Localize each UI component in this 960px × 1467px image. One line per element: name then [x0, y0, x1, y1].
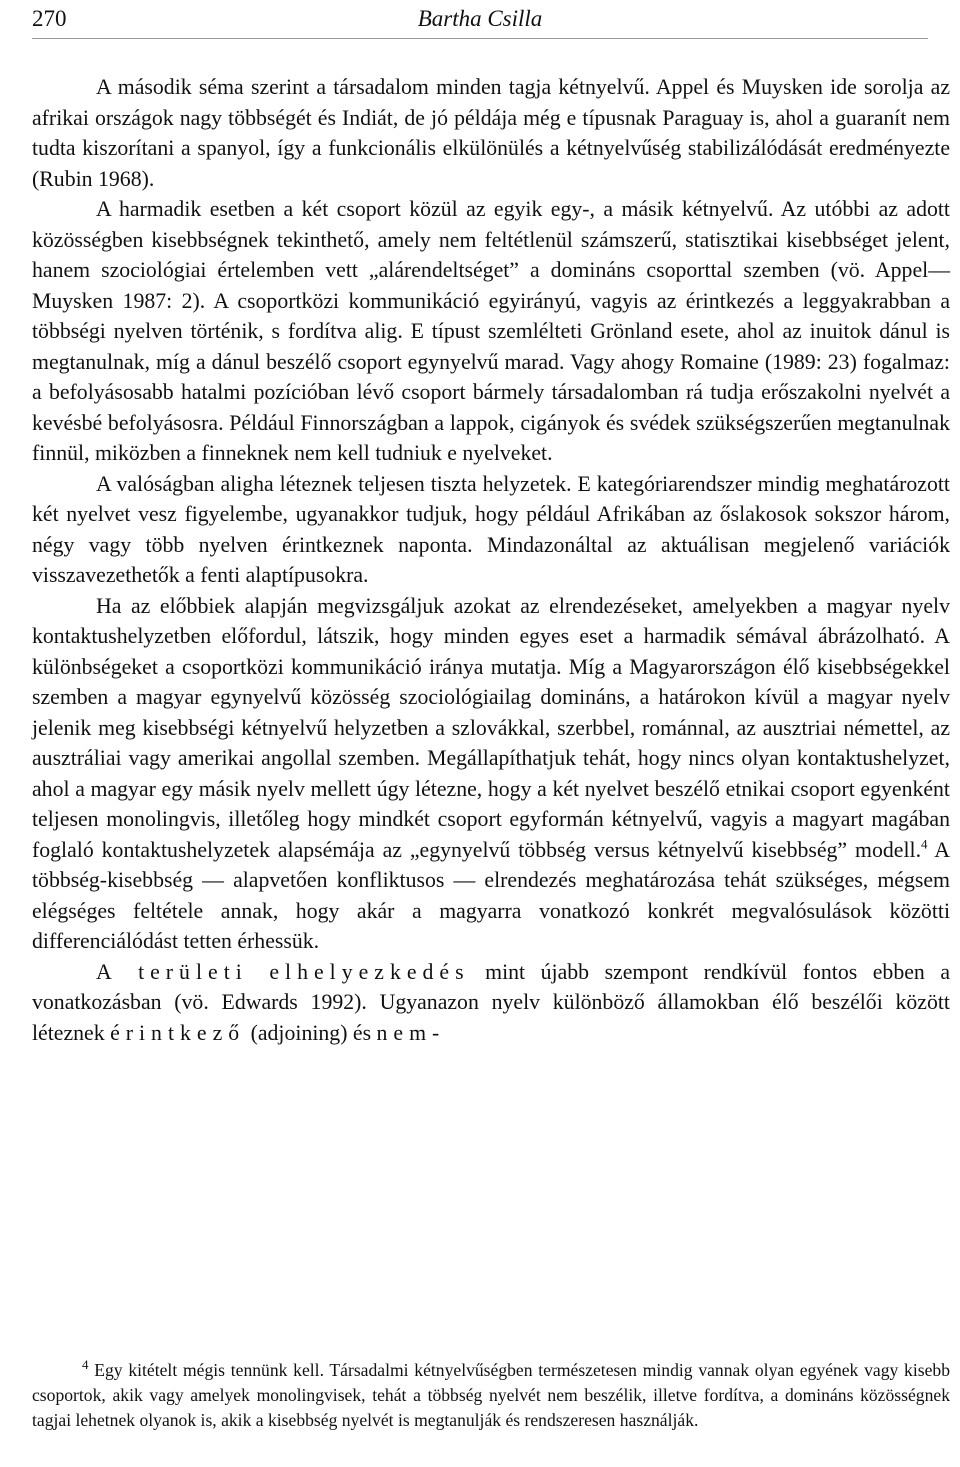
footnotes — [32, 1358, 950, 1433]
paragraph-1 — [32, 72, 950, 194]
footnote-marker: 4 — [82, 1357, 89, 1373]
paragraph-2-text: A harmadik esetben a két csoport közül az egyik egy-, a másik kétnyelvű. Az utóbbi az adott közösségben kisebbségnek tekinthető, amely nem feltétlenül számszerű, statisztikai kisebbséget jelent, hanem szociológiai értelemben vett „alárendeltséget” a domináns csoporttal szemben (vö. Appel—Muysken 1987: 2). A csoportközi kommunikáció egyirányú, vagyis az érintkezés a leggyakrabban a többségi nyelven történik, s fordítva alig. E típust szemlélteti Grönland esete, ahol az inuitok dánul is megtanulnak, míg a dánul beszélő csoport egynyelvű marad. Vagy ahogy Romaine (1989: 23) fogalmaz: a befolyásosabb hatalmi pozícióban lévő csoport bármely társadalomban rá tudja erőszakolni nyelvét a kevésbé befolyásosra. Például Finnországban a lappok, cigányok és svédek szükségszerűen megtanulnak finnül, miközben a finneknek nem kell tudniuk e nyelveket. — [32, 197, 950, 465]
footnote-4 — [32, 1358, 950, 1433]
spaced-term-nem: nem- — [376, 1020, 446, 1045]
paragraph-3-text: A valóságban aligha léteznek teljesen tiszta helyzetek. E kategóriarendszer mindig meghatározott két nyelvet vesz figyelembe, ugyanakkor tudjuk, hogy például Afrikában az őslakosok sokszor három, négy vagy több nyelven érintkeznek naponta. Mindazonáltal az aktuálisan megjelenő variációk visszavezethetők a fenti alaptípusokra. — [32, 471, 950, 587]
running-head: Bartha Csilla — [417, 6, 543, 31]
paragraph-4-text-after: A többség-kisebbség — alapvetően konfliktusos — elrendezés meghatározása tehát szükséges, mégsem elégséges feltétele annak, hogy akár a magyarra vonatkozó konkrét megvalósulások közötti differenciálódást tetten érhessük. — [32, 837, 950, 953]
spaced-term-erintkezo: érintkező — [110, 1020, 246, 1045]
body-text — [32, 72, 950, 1048]
footnote-text: Egy kitételt mégis tennünk kell. Társadalmi kétnyelvűségben természetesen mindig vannak olyan egyének vagy kisebb csoportok, akik vagy amelyek monolingvisek, tehát a többség nyelvét nem beszélik, illetve fordítva, a domináns közösségnek tagjai lehetnek olyanok is, akik a kisebbség nyelvét is megtanulják és rendszeresen használják. — [32, 1360, 950, 1430]
paragraph-2 — [32, 194, 950, 469]
paragraph-5-text-1: mint újabb szempont rendkívül fontos ebben a vonatkozásban (vö. Edwards 1992). Ugyanazon nyelv különböző államokban élő beszélői között léteznek — [32, 959, 950, 1045]
paragraph-5-text-2: (adjoining) és — [245, 1020, 377, 1045]
paragraph-4 — [32, 591, 950, 957]
spaced-term-teruleti: A területi elhelyezkedés — [96, 959, 470, 984]
header-rule — [32, 38, 928, 39]
paragraph-1-text: A második séma szerint a társadalom minden tagja kétnyelvű. Appel és Muysken ide sorolja az afrikai országok nagy többségét és Indiát, de jó példája még e típusnak Paraguay is, ahol a guaranít nem tudta kiszorítani a spanyol, így a funkcionális elkülönülés a kétnyelvűség stabilizálódását eredményezte (Rubin 1968). — [32, 75, 950, 191]
paragraph-5 — [32, 957, 950, 1049]
page-number: 270 — [32, 6, 67, 31]
paragraph-4-text-before: Ha az előbbiek alapján megvizsgáljuk azokat az elrendezéseket, amelyekben a magyar nyelv kontaktushelyzetben előfordul, látszik, hogy minden egyes eset a harmadik sémával ábrázolható. A különbségeket a csoportközi kommunikáció iránya mutatja. Míg a Magyarországon élő kisebbségekkel szemben a magyar egynyelvű közösség szociológiailag domináns, a határokon kívül a magyar nyelv jelenik meg kisebbségi kétnyelvű helyzetben a szlovákkal, szerbbel, románnal, az ausztriai némettel, az ausztráliai vagy amerikai angollal szemben. Megállapíthatjuk tehát, hogy nincs olyan kontaktushelyzet, ahol a magyar egy másik nyelv mellett úgy létezne, hogy a két nyelvet beszélő etnikai csoport egyenként teljesen monolingvis, illetőleg hogy mindkét csoport egyformán kétnyelvű, vagyis a magyart magában foglaló kontaktushelyzetek alapsémája az „egynyelvű többség versus kétnyelvű kisebbség” modell. — [32, 593, 950, 862]
page-header — [32, 0, 928, 38]
footnote-reference[interactable]: 4 — [921, 836, 928, 852]
paragraph-3 — [32, 469, 950, 591]
